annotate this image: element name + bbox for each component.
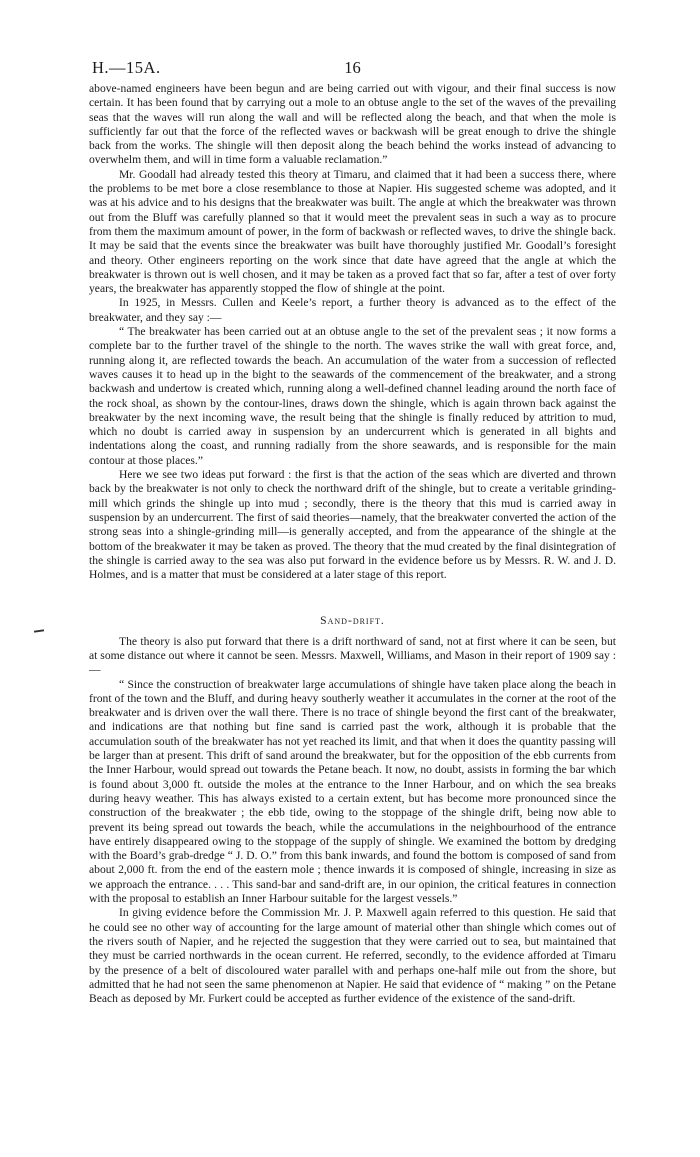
paragraph: In 1925, in Messrs. Cullen and Keele’s report, a further theory is advanced as to the effect of the breakwater, and they say :— [89, 296, 616, 324]
paragraph: Here we see two ideas put forward : the first is that the action of the seas which are diverted and thrown back by the breakwater is not only to check the northward drift of the shingle, but to create a veritable grinding-mill which grinds the shingle up into mud ; secondly, there is the theory that this mud is carried away in suspension by an undercurrent. The first of said theories—namely, that the breakwater converted the action of the strong seas into a shingle-grinding mill—is generally accepted, and from the appearance of the shingle at the bottom of the breakwater it may be taken as proved. The theory that the mud created by the final disintegration of the shingle is carried away to the sea was also put forward in the evidence before us by Messrs. R. W. and J. D. Holmes, and is a matter that must be considered at a later stage of this report. [89, 468, 616, 582]
document-id: H.—15A. [92, 58, 161, 77]
paragraph: The theory is also put forward that there is a drift northward of sand, not at first where it can be seen, but at some distance out where it cannot be seen. Messrs. Maxwell, Williams, and Mason in their report of 1909 say :— [89, 634, 616, 677]
page-number: 16 [344, 58, 361, 77]
paragraph: In giving evidence before the Commission Mr. J. P. Maxwell again referred to this question. He said that he could see no other way of accounting for the large amount of material other than shingle which comes out of the rivers south of Napier, and he rejected the suggestion that they were carried out to sea, but maintained that they must be carried northwards in the ocean current. He referred, secondly, to the evidence afforded at Timaru by the presence of a belt of discoloured water parallel with and perhaps one-half mile out from the shore, but admitted that he had not seen the same phenomenon at Napier. He said that evidence of “ making ” on the Petane Beach as deposed by Mr. Furkert could be accepted as further evidence of the existence of the sand-drift. [89, 906, 616, 1006]
margin-pencil-mark [34, 629, 44, 632]
block-quote: “ Since the construction of breakwater large accumulations of shingle have taken place along the beach in front of the town and the Bluff, and during heavy southerly weather it accumulates in the corner at the root of the breakwater and is driven over the wall there. There is no trace of shingle beyond the first cant of the breakwater, and indications are that nothing but fine sand is carried past the work, although it is probable that the accumulation south of the breakwater has not yet reached its limit, and that when it does the quantity passing will be larger than at present. This drift of sand around the breakwater, but for the opposition of the ebb currents from the Inner Harbour, would spread out towards the Petane beach. It now, no doubt, assists in forming the bar which is found about 3,000 ft. outside the moles at the entrance to the Inner Harbour, and on which the sea breaks during heavy weather. This has always existed to a certain extent, but has become more pronounced since the construction of the breakwater ; the ebb tide, owing to the stoppage of the shingle drift, being now able to prevent its being spread out towards the beach, while the accumulations in the neighbourhood of the entrance have entirely disappeared owing to the stoppage of the supply of shingle. We examined the bottom by dredging with the Board’s grab-dredge “ J. D. O.” from this bank inwards, and found the bottom is composed of sand from about 2,000 ft. from the end of the eastern mole ; thence inwards it is composed of shingle, increasing in size as we approach the entrance. . . . This sand-bar and sand-drift are, in our opinion, the critical features in connection with the proposal to establish an Inner Harbour suitable for the largest vessels.” [89, 677, 616, 906]
section-heading: Sand-drift. [320, 614, 385, 628]
paragraph: Mr. Goodall had already tested this theory at Timaru, and claimed that it had been a success there, where the problems to be met bore a close resemblance to those at Napier. His suggested scheme was adopted, and it was at his advice and to his designs that the breakwater was built. The angle at which the breakwater was thrown out from the Bluff was carefully planned so that it would meet the prevalent seas in such a way as to procure from them the maximum amount of power, in the form of backwash or reflected waves, to drive the shingle back. It may be said that the events since the breakwater was built have thoroughly justified Mr. Goodall’s foresight and theory. Other engineers reporting on the work since that date have agreed that the angle at which the breakwater is thrown out is well chosen, and it may be taken as a proved fact that so far, after a test of over forty years, the breakwater has apparently stopped the flow of shingle at the point. [89, 167, 616, 296]
body-text [89, 82, 616, 1006]
paragraph: above-named engineers have been begun and are being carried out with vigour, and their final success is now certain. It has been found that by carrying out a mole to an obtuse angle to the set of the waves of the prevailing seas that the waves will run along the wall and will be reflected along the beach, and that when the mole is sufficiently far out that the force of the reflected waves or backwash will be great enough to drive the shingle back from the works. The shingle will then deposit along the beach behind the works instead of advancing to overwhelm them, and will in time form a valuable reclamation.” [89, 82, 616, 167]
page-header [92, 58, 613, 78]
block-quote: “ The breakwater has been carried out at an obtuse angle to the set of the prevalent seas ; it now forms a complete bar to the further travel of the shingle to the north. The waves strike the wall with great force, and, running along it, are reflected towards the beach. An accumulation of the water from a succession of reflected waves causes it to head up in the bight to the seawards of the commencement of the breakwater, and a strong backwash and undertow is created which, running along a well-defined channel leading around the north face of the rock shoal, as shown by the contour-lines, draws down the shingle, which is again thrown back against the breakwater by the next incoming wave, the result being that the shingle is finally reduced by attrition to mud, which no doubt is carried away in suspension by an undercurrent which is generated in all bights and indentations along the coast, and running radially from the shore seawards, and is responsible for the main contour at those places.” [89, 325, 616, 467]
